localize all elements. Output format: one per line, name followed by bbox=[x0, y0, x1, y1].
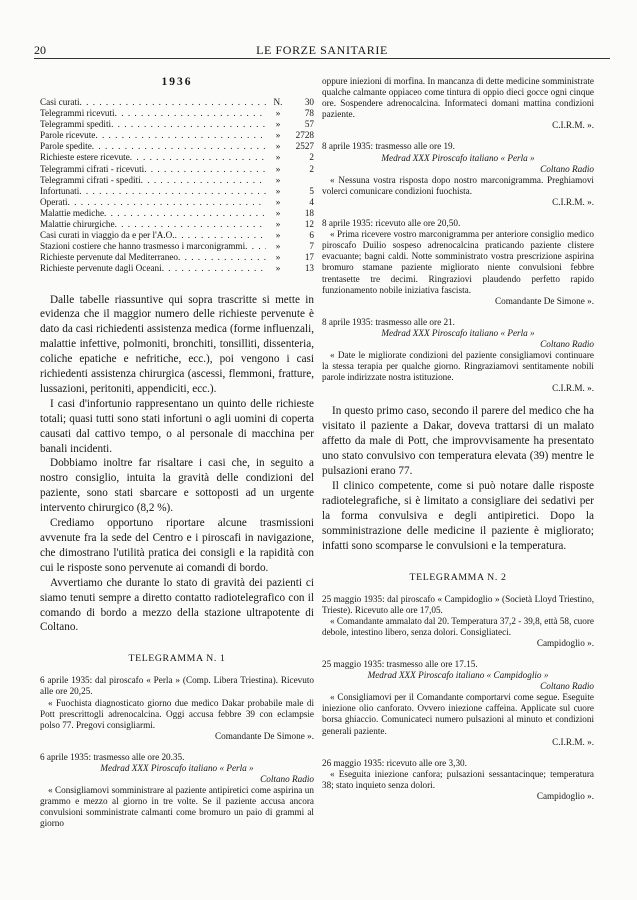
message-header: 25 maggio 1935: dal piroscafo « Campidoglio » (Società Lloyd Triestino, Trieste). Ricevuto alle ore 17,05. bbox=[322, 593, 594, 615]
stats-row bbox=[40, 197, 314, 208]
message-recipient: Medrad XXX Piroscafo italiano « Perla » bbox=[100, 763, 254, 773]
stats-qualifier: » bbox=[275, 130, 281, 141]
stats-qualifier: » bbox=[275, 196, 281, 207]
stats-table bbox=[40, 97, 314, 275]
stats-value: 4 bbox=[309, 196, 314, 207]
message-relay: Coltano Radio bbox=[540, 681, 594, 692]
message-text: « Consigliamovi per il Comandante comportarvi come segue. Eseguite iniezione olio canforato. Ovvero iniezione caffeina. Applicate sul cuore borsa ghiaccio. Comunicateci numero pulsazioni al minuto et condizioni generali paziente. bbox=[322, 692, 594, 736]
message-text: « Nessuna vostra risposta dopo nostro marconigramma. Preghiamovi volerci comunicare condizioni fuochista. bbox=[322, 174, 594, 196]
stats-label: Telegrammi cifrati - ricevuti bbox=[40, 163, 145, 174]
stats-row bbox=[40, 219, 314, 230]
stats-label: Richieste pervenute dal Mediterraneo bbox=[40, 252, 179, 263]
message-header: 6 aprile 1935: trasmesso alle ore 20.35. bbox=[40, 751, 185, 762]
stats-label: Malattie chirurgiche bbox=[40, 219, 115, 230]
stats-qualifier: » bbox=[275, 241, 281, 252]
stats-qualifier: » bbox=[275, 252, 281, 263]
stats-row bbox=[40, 141, 314, 152]
message-header: 6 aprile 1935: dal piroscafo « Perla » (Comp. Libera Triestina). Ricevuto alle ore 20,25. bbox=[40, 675, 314, 697]
leader-dots bbox=[144, 164, 266, 175]
stats-value: 18 bbox=[304, 207, 314, 218]
leader-dots bbox=[178, 252, 266, 263]
message-header: 8 aprile 1935: trasmesso alle ore 19. bbox=[322, 141, 455, 152]
stats-row bbox=[40, 97, 314, 108]
left-column bbox=[40, 64, 314, 840]
stats-value: 2 bbox=[309, 152, 314, 163]
leader-dots bbox=[80, 97, 266, 108]
message-signature: C.I.R.M. ». bbox=[552, 120, 594, 131]
telegram-1-message-2-cont bbox=[322, 76, 594, 131]
telegram-1-message-1 bbox=[40, 675, 314, 742]
message-text: « Prima ricevere vostro marconigramma per anteriore consiglio medico piroscafo Duilio sospeso adrenocalcina praticando paziente clistere evacuante; bagni caldi. Notte somministrato vostra prescrizione aspirina bromuro stamane paziente migliorato niente convulsioni febbre trentasette tre decimi. Ringraziovi plaudendo perfetto rapido funzionamento nobile iniziativa fascista. bbox=[322, 229, 594, 295]
message-text: « Consigliamovi somministrare al paziente antipiretici come aspirina un grammo e mezzo al giorno in tre volte. Se il paziente accusa ancora convulsioni somministrate calmanti come bromuro un paio di grammi al giorno bbox=[40, 785, 314, 829]
stats-value: 57 bbox=[304, 119, 314, 130]
stats-row bbox=[40, 263, 314, 274]
stats-label: Telegrammi cifrati - spediti bbox=[40, 174, 141, 185]
stats-label: Telegrammi ricevuti bbox=[40, 108, 115, 119]
paragraph: Avvertiamo che durante lo stato di gravità dei pazienti ci siamo tenuti sempre a diretto contatto radiotelegrafico con il comando di bordo a mezzo della stazione ultrapotente di Coltano. bbox=[40, 576, 314, 634]
stats-label: Infortunati bbox=[40, 185, 80, 196]
stats-value: 30 bbox=[304, 97, 314, 107]
stats-value: 5 bbox=[309, 185, 314, 196]
stats-qualifier: » bbox=[275, 108, 281, 119]
stats-row bbox=[40, 164, 314, 175]
stats-label: Richieste pervenute dagli Oceani bbox=[40, 263, 162, 274]
leader-dots bbox=[79, 186, 266, 197]
leader-dots bbox=[95, 130, 266, 141]
stats-row bbox=[40, 108, 314, 119]
leader-dots bbox=[115, 219, 266, 230]
message-relay: Coltano Radio bbox=[260, 774, 314, 785]
telegram-1-message-2 bbox=[40, 752, 314, 830]
stats-label: Telegrammi spediti bbox=[40, 119, 112, 130]
message-recipient: Medrad XXX Piroscafo italiano « Campidoglio » bbox=[367, 670, 549, 681]
stats-qualifier: » bbox=[275, 174, 281, 185]
stats-value: 78 bbox=[304, 108, 314, 119]
message-text: « Comandante ammalato dal 20. Temperatura 37,2 - 39,8, ettà 58, cuore debole, intestino libero, senza dolori. Consigliateci. bbox=[322, 615, 595, 637]
paragraph: Il clinico competente, come si può notare dalle risposte radiotelegrafiche, si è limitato a consigliare dei sedativi per la forma convulsiva e degli antipiretici. Dopo la somministrazione delle medicine il paziente è migliorato; infatti sono scomparse le convulsioni e la temperatura. bbox=[322, 479, 594, 552]
right-column bbox=[322, 76, 594, 812]
leader-dots bbox=[115, 108, 266, 119]
message-header: 26 maggio 1935: ricevuto alle ore 3,30. bbox=[322, 757, 467, 768]
message-signature: C.I.R.M. ». bbox=[552, 383, 594, 394]
paragraph: Dobbiamo inoltre far risaltare i casi che, in seguito a nostro consiglio, intuita la gravità delle condizioni del paziente, sono stati sbarcare e sottoposti ad un urgente intervento chirurgico (8,2 %). bbox=[40, 457, 314, 515]
stats-label: Stazioni costiere che hanno trasmesso i marconigrammi bbox=[40, 241, 246, 252]
leader-dots bbox=[92, 141, 266, 152]
stats-label: Casi curati bbox=[40, 97, 80, 107]
stats-qualifier: N. bbox=[273, 97, 283, 107]
telegram-1-title: TELEGRAMMA N. 1 bbox=[128, 653, 226, 665]
stats-value: 2 bbox=[309, 163, 314, 174]
message-header: 8 aprile 1935: trasmesso alle ore 21. bbox=[322, 316, 455, 327]
leader-dots bbox=[111, 119, 266, 130]
telegram-1-message-3 bbox=[322, 141, 594, 208]
message-text-cont: oppure iniezioni di morfina. In mancanza di dette medicine somministrate qualche calmante oppiaceo come tintura di oppio dieci gocce ogni cinque ore. Sospendere adrenocalcina. Informateci domani mattina condizioni paziente. bbox=[322, 76, 594, 120]
telegram-2-message-1 bbox=[322, 594, 594, 649]
paragraph: I casi d'infortunio rappresentano un quinto delle richieste totali; quasi tutti sono stati infortuni o agli uomini di coperta causati dal cattivo tempo, o al personale di macchina per banali incidenti. bbox=[40, 397, 314, 455]
message-text: « Eseguita iniezione canfora; pulsazioni sessantacinque; temperatura 38; stato inquieto senza dolori. bbox=[322, 768, 594, 790]
stats-qualifier: » bbox=[275, 219, 281, 230]
stats-label: Malattie mediche bbox=[40, 207, 105, 218]
stats-year: 1936 bbox=[161, 76, 193, 88]
stats-row bbox=[40, 175, 314, 186]
stats-row bbox=[40, 241, 314, 252]
stats-row bbox=[40, 119, 314, 130]
leader-dots bbox=[162, 263, 266, 274]
stats-row bbox=[40, 252, 314, 263]
message-text: « Fuochista diagnosticato giorno due medico Dakar probabile male di Pott prescrittogli adrenocalcina. Oggi accusa febbre 39 con eclampsie polso 77. Pregovi consigliarmi. bbox=[40, 697, 314, 730]
message-relay: Coltano Radio bbox=[540, 338, 594, 349]
stats-qualifier: » bbox=[275, 163, 281, 174]
header-rule bbox=[34, 58, 610, 59]
stats-value: 13 bbox=[304, 263, 314, 274]
message-signature: Comandante De Simone ». bbox=[494, 295, 594, 306]
telegram-2-title: TELEGRAMMA N. 2 bbox=[409, 571, 507, 583]
message-relay: Coltano Radio bbox=[540, 163, 594, 174]
stats-value: 2728 bbox=[295, 130, 314, 141]
telegram-1-message-4 bbox=[322, 218, 594, 307]
stats-label: Parole spedite bbox=[40, 141, 92, 152]
stats-row bbox=[40, 152, 314, 163]
stats-qualifier: » bbox=[275, 185, 281, 196]
message-signature: C.I.R.M. ». bbox=[552, 736, 594, 747]
stats-qualifier: » bbox=[275, 263, 281, 274]
message-recipient: Medrad XXX Piroscafo italiano « Perla » bbox=[381, 327, 535, 338]
stats-row bbox=[40, 186, 314, 197]
stats-qualifier: » bbox=[275, 230, 281, 241]
leader-dots bbox=[245, 241, 266, 252]
stats-value: 12 bbox=[304, 219, 314, 230]
message-header: 25 maggio 1935: trasmesso alle ore 17.15. bbox=[322, 658, 478, 669]
stats-row bbox=[40, 230, 314, 241]
stats-row bbox=[40, 208, 314, 219]
stats-value: 7 bbox=[309, 241, 314, 252]
leader-dots bbox=[175, 230, 266, 241]
running-title: LE FORZE SANITARIE bbox=[256, 43, 388, 57]
leader-dots bbox=[104, 208, 266, 219]
paragraph: Dalle tabelle riassuntive qui sopra trascritte si mette in evidenza che il maggior numero delle richieste pervenute è dato da casi richiedenti assistenza medica (forme influenzali, malattie infettive, polmoniti, bronchiti, tonsilliti, dissenteria, coliche epatiche e nefritiche, ecc.), poi vengono i casi richiedenti assistenza chirurgica (ascessi, flemmoni, fratture, lussazioni, peritoniti, appendiciti, ecc.). bbox=[40, 293, 314, 395]
stats-qualifier: » bbox=[275, 152, 281, 163]
telegram-2-message-3 bbox=[322, 758, 594, 802]
stats-label: Casi curati in viaggio da e per l'A.O. bbox=[40, 230, 175, 241]
paragraph: Crediamo opportuno riportare alcune trasmissioni avvenute fra la sede del Centro e i piroscafi in navigazione, che dimostrano l'utilità pratica dei consigli e la rapidità con cui le risposte sono pervenute ai comandi di bordo. bbox=[40, 517, 314, 574]
stats-row bbox=[40, 130, 314, 141]
message-signature: C.I.R.M. ». bbox=[552, 196, 594, 207]
leader-dots bbox=[68, 197, 266, 208]
stats-label: Richieste estere ricevute bbox=[40, 152, 130, 163]
message-signature: Campidoglio ». bbox=[536, 637, 594, 648]
stats-value: 2527 bbox=[295, 141, 314, 152]
stats-qualifier: » bbox=[275, 207, 281, 218]
message-signature: Campidoglio ». bbox=[536, 791, 594, 801]
stats-value: 6 bbox=[309, 230, 314, 241]
message-recipient: Medrad XXX Piroscafo italiano « Perla » bbox=[381, 152, 535, 163]
stats-value: 17 bbox=[304, 252, 314, 263]
stats-label: Operati bbox=[40, 196, 68, 207]
message-header: 8 aprile 1935: ricevuto alle ore 20,50. bbox=[322, 218, 461, 229]
telegram-2-message-2 bbox=[322, 659, 594, 748]
stats-label: Parole ricevute bbox=[40, 130, 96, 141]
leader-dots bbox=[130, 152, 266, 163]
telegram-1-message-5 bbox=[322, 317, 594, 395]
message-text: « Date le migliorate condizioni del paziente consigliamovi continuare la stessa terapia per qualche giorno. Ringraziamovi sentitamente nobili parole indirizzate nostra istituzione. bbox=[322, 350, 594, 383]
message-signature: Comandante De Simone ». bbox=[214, 730, 314, 741]
paragraph: In questo primo caso, secondo il parere del medico che ha visitato il paziente a Dakar, doveva trattarsi di un malato affetto da male di Pott, che improvvisamente ha presentato uno stato convulsivo con temperatura elevata (39) mentre le pulsazioni erano 77. bbox=[322, 405, 594, 478]
page-number: 20 bbox=[34, 43, 46, 57]
leader-dots bbox=[141, 175, 266, 186]
stats-qualifier: » bbox=[275, 119, 281, 130]
stats-qualifier: » bbox=[275, 141, 281, 152]
page-header bbox=[34, 40, 610, 58]
